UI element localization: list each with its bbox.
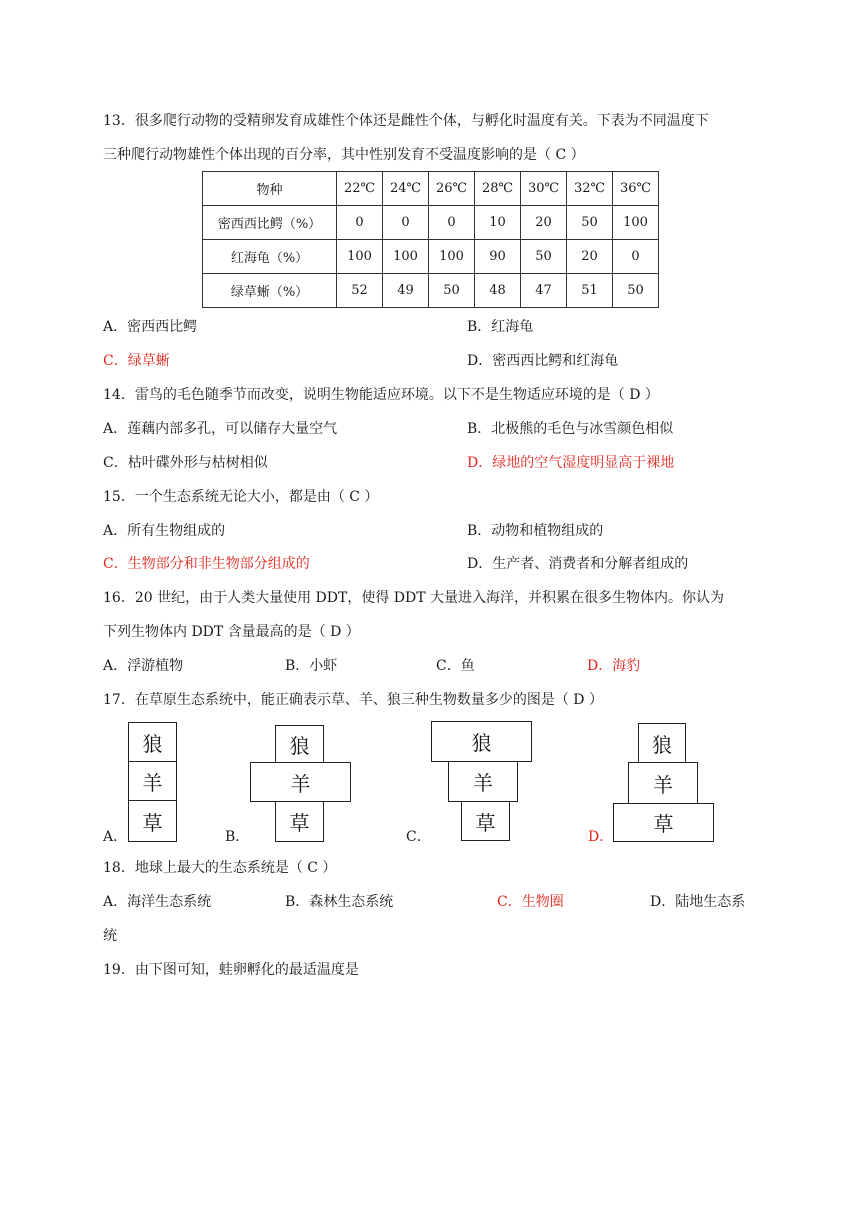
q16-option-a: A．浮游植物 (103, 658, 184, 674)
q15-option-d: D．生产者、消费者和分解者组成的 (467, 556, 689, 572)
table-cell: 90 (475, 240, 521, 274)
q17-option-b: B． (225, 829, 250, 845)
table-header-cell: 26℃ (429, 172, 475, 206)
q17-option-d-answer: D． (588, 829, 614, 845)
q14-option-b: B．北极熊的毛色与冰雪颜色相似 (467, 421, 674, 437)
q14-stem: 14．雷鸟的毛色随季节而改变，说明生物能适应环境。以下不是生物适应环境的是（ D ） (103, 387, 659, 403)
table-header-row (203, 172, 659, 206)
table-cell: 50 (613, 274, 659, 308)
q16-option-c: C．鱼 (436, 658, 475, 674)
figure-d-wolf-box: 狼 (638, 723, 686, 763)
table-header-cell: 32℃ (567, 172, 613, 206)
figure-d-sheep-box: 羊 (628, 762, 698, 804)
table-cell: 0 (383, 206, 429, 240)
q17-option-c: C． (406, 829, 431, 845)
q13-stem-line1: 13．很多爬行动物的受精卵发育成雄性个体还是雌性个体，与孵化时温度有关。下表为不同温度下 (103, 113, 709, 129)
q13-option-c-answer: C．绿草蜥 (103, 353, 170, 369)
table-cell: 50 (521, 240, 567, 274)
table-cell: 20 (567, 240, 613, 274)
figure-a-grass-box: 草 (128, 800, 177, 842)
q13-option-b: B．红海龟 (467, 319, 534, 335)
figure-c-wolf-box: 狼 (431, 721, 532, 762)
q17-option-a: A． (103, 829, 128, 845)
q13-stem-line2: 三种爬行动物雄性个体出现的百分率，其中性别发育不受温度影响的是（ C ） (103, 147, 585, 163)
table-cell: 绿草蜥（%） (203, 274, 337, 308)
table-cell: 50 (429, 274, 475, 308)
table-cell: 密西西比鳄（%） (203, 206, 337, 240)
q14-option-c: C．枯叶碟外形与枯树相似 (103, 455, 268, 471)
table-row (203, 240, 659, 274)
table-cell: 100 (383, 240, 429, 274)
q18-option-d-wrap: 统 (103, 928, 117, 944)
temperature-table (202, 171, 659, 308)
figure-b-grass-box: 草 (275, 801, 324, 842)
table-header-cell: 28℃ (475, 172, 521, 206)
q16-option-d-answer: D．海豹 (587, 658, 641, 674)
figure-c-sheep-box: 羊 (448, 761, 518, 802)
table-cell: 0 (337, 206, 383, 240)
q18-option-b: B．森林生态系统 (285, 894, 394, 910)
q14-option-d-answer: D．绿地的空气湿度明显高于裸地 (467, 455, 675, 471)
q13-option-d: D．密西西比鳄和红海龟 (467, 353, 619, 369)
q15-option-c-answer: C．生物部分和非生物部分组成的 (103, 556, 310, 572)
table-cell: 50 (567, 206, 613, 240)
table-header-cell: 30℃ (521, 172, 567, 206)
table-cell: 100 (337, 240, 383, 274)
q16-stem-line2: 下列生物体内 DDT 含量最高的是（ D ） (103, 624, 360, 640)
figure-a-sheep-box: 羊 (128, 761, 177, 801)
q13-option-a: A．密西西比鳄 (103, 319, 198, 335)
figure-c-grass-box: 草 (461, 801, 510, 841)
table-cell: 100 (613, 206, 659, 240)
table-cell: 47 (521, 274, 567, 308)
figure-d-grass-box: 草 (613, 803, 714, 842)
table-cell: 20 (521, 206, 567, 240)
table-cell: 0 (429, 206, 475, 240)
q18-option-d: D．陆地生态系 (650, 894, 746, 910)
table-cell: 51 (567, 274, 613, 308)
table-cell: 49 (383, 274, 429, 308)
q16-stem-line1: 16．20 世纪，由于人类大量使用 DDT，使得 DDT 大量进入海洋，并积累在很多生物体内。你认为 (103, 590, 725, 606)
figure-b-sheep-box: 羊 (250, 762, 351, 802)
q18-option-c-answer: C．生物圈 (497, 894, 564, 910)
table-row (203, 274, 659, 308)
q18-option-a: A．海洋生态系统 (103, 894, 212, 910)
figure-a-wolf-box: 狼 (128, 722, 177, 762)
q17-stem: 17．在草原生态系统中，能正确表示草、羊、狼三种生物数量多少的图是（ D ） (103, 692, 603, 708)
q14-option-a: A．莲藕内部多孔，可以储存大量空气 (103, 421, 338, 437)
table-cell: 48 (475, 274, 521, 308)
table-cell: 10 (475, 206, 521, 240)
table-cell: 红海龟（%） (203, 240, 337, 274)
table-cell: 0 (613, 240, 659, 274)
table-header-cell: 物种 (203, 172, 337, 206)
table-cell: 52 (337, 274, 383, 308)
q15-option-a: A．所有生物组成的 (103, 523, 226, 539)
table-cell: 100 (429, 240, 475, 274)
figure-b-wolf-box: 狼 (275, 725, 324, 763)
table-header-cell: 22℃ (337, 172, 383, 206)
q19-stem: 19．由下图可知，蛙卵孵化的最适温度是 (103, 962, 359, 978)
q16-option-b: B．小虾 (285, 658, 338, 674)
q18-stem: 18．地球上最大的生态系统是（ C ） (103, 860, 337, 876)
table-header-cell: 24℃ (383, 172, 429, 206)
q15-stem: 15．一个生态系统无论大小，都是由（ C ） (103, 489, 379, 505)
table-row (203, 206, 659, 240)
table-header-cell: 36℃ (613, 172, 659, 206)
q15-option-b: B．动物和植物组成的 (467, 523, 604, 539)
